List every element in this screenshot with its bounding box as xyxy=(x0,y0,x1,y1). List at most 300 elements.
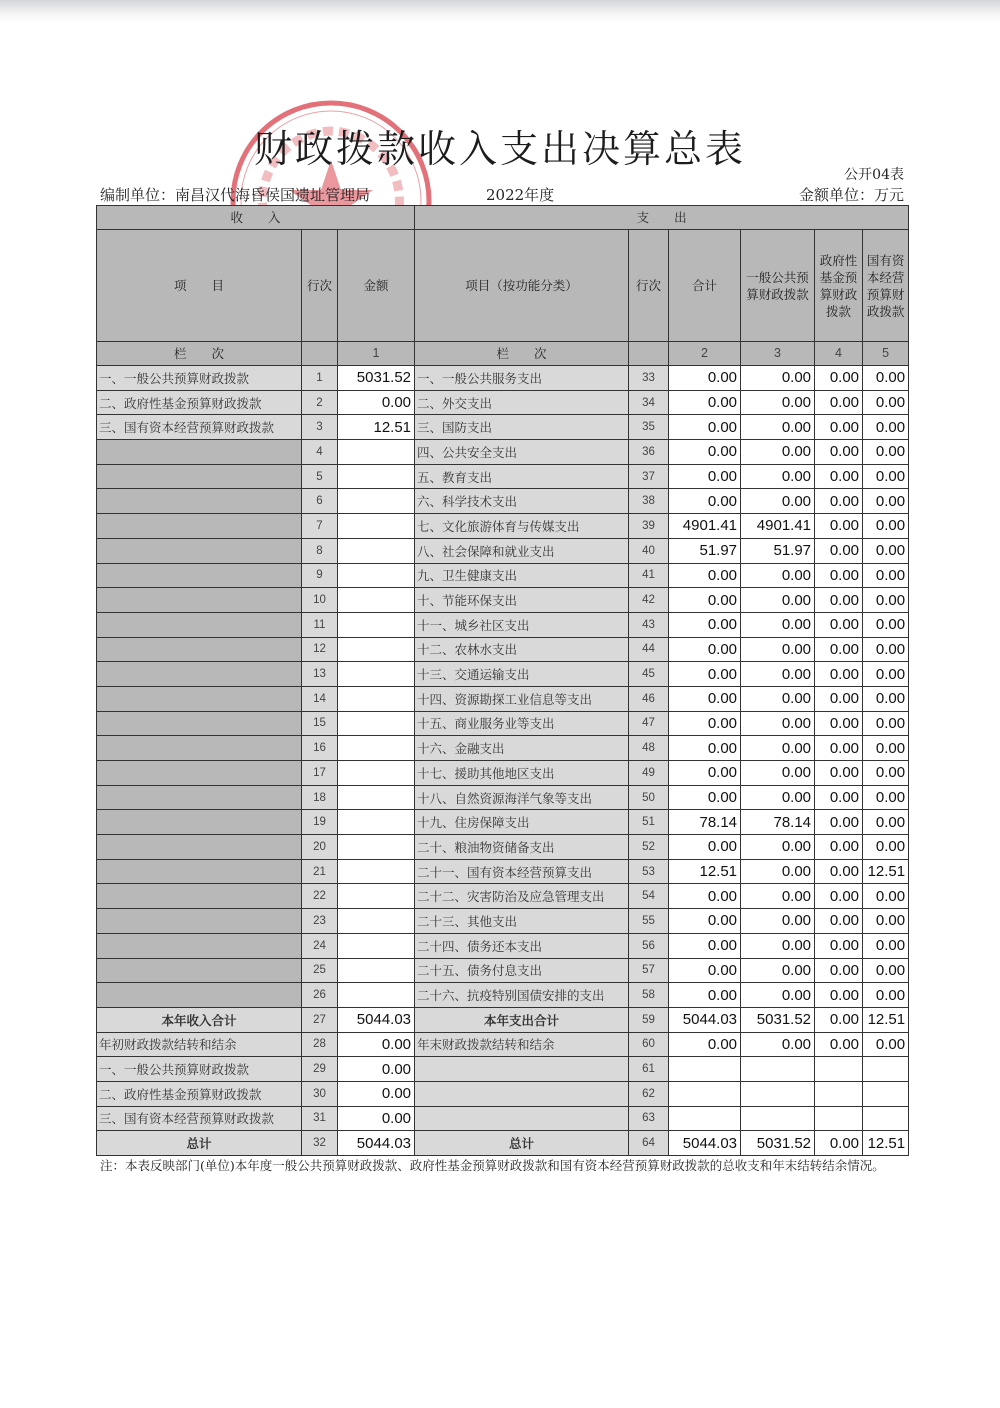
expense-item xyxy=(415,1081,629,1106)
income-amount: 5031.52 xyxy=(338,366,415,391)
expense-general: 0.00 xyxy=(741,464,815,489)
col-number-blank-2 xyxy=(629,342,669,366)
table-row xyxy=(97,1032,909,1057)
income-line-no: 18 xyxy=(302,785,338,810)
income-line-no: 4 xyxy=(302,440,338,465)
expense-general: 0.00 xyxy=(741,933,815,958)
table-row xyxy=(97,637,909,662)
income-amount xyxy=(338,563,415,588)
income-amount: 0.00 xyxy=(338,1081,415,1106)
income-amount xyxy=(338,884,415,909)
expense-state: 0.00 xyxy=(863,835,909,860)
expense-state: 0.00 xyxy=(863,933,909,958)
expense-general: 0.00 xyxy=(741,588,815,613)
income-item: 一、一般公共预算财政拨款 xyxy=(97,366,302,391)
expense-total xyxy=(669,1057,741,1082)
header-row-column-numbers xyxy=(97,342,909,366)
expense-total: 0.00 xyxy=(669,686,741,711)
expense-line-no: 64 xyxy=(629,1131,669,1156)
expense-fund: 0.00 xyxy=(815,686,863,711)
income-amount xyxy=(338,761,415,786)
expense-state: 12.51 xyxy=(863,1131,909,1156)
table-row xyxy=(97,440,909,465)
income-line-no: 21 xyxy=(302,859,338,884)
income-item xyxy=(97,909,302,934)
expense-line-no: 61 xyxy=(629,1057,669,1082)
expense-total: 0.00 xyxy=(669,884,741,909)
expense-line-no: 35 xyxy=(629,415,669,440)
expense-general: 4901.41 xyxy=(741,514,815,539)
col-header-general: 一般公共预算财政拨款 xyxy=(741,230,815,342)
expense-general xyxy=(741,1106,815,1131)
income-item xyxy=(97,538,302,563)
expense-line-no: 40 xyxy=(629,538,669,563)
expense-state: 0.00 xyxy=(863,440,909,465)
expense-general: 0.00 xyxy=(741,440,815,465)
expense-general xyxy=(741,1057,815,1082)
income-item: 三、国有资本经营预算财政拨款 xyxy=(97,1106,302,1131)
expense-item: 本年支出合计 xyxy=(415,1007,629,1032)
expense-total: 0.00 xyxy=(669,637,741,662)
scan-edge-shadow xyxy=(0,0,1000,22)
expense-state: 0.00 xyxy=(863,761,909,786)
col-number-1: 1 xyxy=(338,342,415,366)
col-label-expense: 栏 次 xyxy=(415,342,629,366)
expense-fund: 0.00 xyxy=(815,563,863,588)
col-number-3: 3 xyxy=(741,342,815,366)
income-amount xyxy=(338,983,415,1008)
expense-item: 十一、城乡社区支出 xyxy=(415,612,629,637)
expense-line-no: 58 xyxy=(629,983,669,1008)
expense-state: 0.00 xyxy=(863,637,909,662)
income-item xyxy=(97,440,302,465)
income-line-no: 29 xyxy=(302,1057,338,1082)
col-header-total: 合计 xyxy=(669,230,741,342)
table-row xyxy=(97,612,909,637)
expense-fund: 0.00 xyxy=(815,909,863,934)
income-item xyxy=(97,464,302,489)
expense-total: 4901.41 xyxy=(669,514,741,539)
expense-fund: 0.00 xyxy=(815,489,863,514)
col-header-line-no-2: 行次 xyxy=(629,230,669,342)
table-row xyxy=(97,859,909,884)
footnote: 注：本表反映部门(单位)本年度一般公共预算财政拨款、政府性基金预算财政拨款和国有资本经营预算财政拨款的总收支和年末结转结余情况。 xyxy=(100,1158,885,1173)
col-number-2: 2 xyxy=(669,342,741,366)
income-line-no: 25 xyxy=(302,958,338,983)
income-item xyxy=(97,859,302,884)
expense-general: 0.00 xyxy=(741,1032,815,1057)
expense-general: 78.14 xyxy=(741,810,815,835)
income-item xyxy=(97,662,302,687)
income-line-no: 11 xyxy=(302,612,338,637)
expense-total: 0.00 xyxy=(669,933,741,958)
expense-total: 0.00 xyxy=(669,958,741,983)
income-item xyxy=(97,958,302,983)
expense-total: 0.00 xyxy=(669,612,741,637)
table-row xyxy=(97,983,909,1008)
income-item xyxy=(97,785,302,810)
expense-fund: 0.00 xyxy=(815,1032,863,1057)
expense-total: 0.00 xyxy=(669,390,741,415)
expense-total: 0.00 xyxy=(669,366,741,391)
income-item xyxy=(97,514,302,539)
expense-general: 0.00 xyxy=(741,909,815,934)
table-row xyxy=(97,1131,909,1156)
expense-item: 十四、资源勘探工业信息等支出 xyxy=(415,686,629,711)
income-amount xyxy=(338,810,415,835)
income-amount: 12.51 xyxy=(338,415,415,440)
table-row xyxy=(97,810,909,835)
expense-general: 0.00 xyxy=(741,637,815,662)
col-header-amount: 金额 xyxy=(338,230,415,342)
expense-total: 0.00 xyxy=(669,563,741,588)
expense-state xyxy=(863,1057,909,1082)
income-line-no: 19 xyxy=(302,810,338,835)
col-header-fund: 政府性基金预算财政拨款 xyxy=(815,230,863,342)
finance-table xyxy=(96,205,909,1156)
income-amount xyxy=(338,538,415,563)
table-row xyxy=(97,1007,909,1032)
expense-item xyxy=(415,1057,629,1082)
income-line-no: 8 xyxy=(302,538,338,563)
expense-line-no: 33 xyxy=(629,366,669,391)
expense-line-no: 34 xyxy=(629,390,669,415)
income-item xyxy=(97,612,302,637)
table-row xyxy=(97,390,909,415)
income-line-no: 10 xyxy=(302,588,338,613)
income-line-no: 6 xyxy=(302,489,338,514)
expense-state: 0.00 xyxy=(863,366,909,391)
expense-general: 0.00 xyxy=(741,612,815,637)
expense-total: 12.51 xyxy=(669,859,741,884)
expense-state: 0.00 xyxy=(863,415,909,440)
expense-state: 0.00 xyxy=(863,612,909,637)
expense-line-no: 55 xyxy=(629,909,669,934)
expense-line-no: 52 xyxy=(629,835,669,860)
income-item: 二、政府性基金预算财政拨款 xyxy=(97,1081,302,1106)
expense-item: 十七、援助其他地区支出 xyxy=(415,761,629,786)
expense-item: 六、科学技术支出 xyxy=(415,489,629,514)
income-amount xyxy=(338,588,415,613)
expense-state: 0.00 xyxy=(863,686,909,711)
income-line-no: 5 xyxy=(302,464,338,489)
table-row xyxy=(97,1057,909,1082)
table-row xyxy=(97,909,909,934)
expense-state xyxy=(863,1106,909,1131)
expense-fund: 0.00 xyxy=(815,464,863,489)
expense-item: 八、社会保障和就业支出 xyxy=(415,538,629,563)
expense-state: 0.00 xyxy=(863,958,909,983)
expense-general: 0.00 xyxy=(741,711,815,736)
expense-total: 0.00 xyxy=(669,489,741,514)
expense-total: 0.00 xyxy=(669,440,741,465)
fiscal-year: 2022年度 xyxy=(486,186,555,204)
income-amount xyxy=(338,958,415,983)
income-line-no: 17 xyxy=(302,761,338,786)
expense-fund: 0.00 xyxy=(815,884,863,909)
expense-state: 0.00 xyxy=(863,514,909,539)
expense-item xyxy=(415,1106,629,1131)
expense-total: 0.00 xyxy=(669,909,741,934)
table-row xyxy=(97,884,909,909)
income-amount xyxy=(338,736,415,761)
income-item xyxy=(97,736,302,761)
expense-item: 年末财政拨款结转和结余 xyxy=(415,1032,629,1057)
expense-general xyxy=(741,1081,815,1106)
expense-item: 四、公共安全支出 xyxy=(415,440,629,465)
expense-fund: 0.00 xyxy=(815,1131,863,1156)
expense-fund: 0.00 xyxy=(815,785,863,810)
expense-total: 5044.03 xyxy=(669,1007,741,1032)
expense-fund: 0.00 xyxy=(815,983,863,1008)
income-amount: 0.00 xyxy=(338,390,415,415)
income-amount xyxy=(338,711,415,736)
income-line-no: 30 xyxy=(302,1081,338,1106)
table-row xyxy=(97,464,909,489)
expense-fund: 0.00 xyxy=(815,958,863,983)
expense-item: 二十一、国有资本经营预算支出 xyxy=(415,859,629,884)
col-header-line-no: 行次 xyxy=(302,230,338,342)
income-line-no: 12 xyxy=(302,637,338,662)
expense-line-no: 36 xyxy=(629,440,669,465)
col-number-4: 4 xyxy=(815,342,863,366)
expense-line-no: 42 xyxy=(629,588,669,613)
expense-item: 十三、交通运输支出 xyxy=(415,662,629,687)
income-amount: 5044.03 xyxy=(338,1007,415,1032)
expense-general: 0.00 xyxy=(741,859,815,884)
income-item xyxy=(97,761,302,786)
table-row xyxy=(97,835,909,860)
amount-unit: 金额单位：万元 xyxy=(798,186,904,204)
expense-item: 二十二、灾害防治及应急管理支出 xyxy=(415,884,629,909)
expense-general: 0.00 xyxy=(741,489,815,514)
expense-line-no: 63 xyxy=(629,1106,669,1131)
income-amount xyxy=(338,464,415,489)
expense-fund: 0.00 xyxy=(815,440,863,465)
income-line-no: 28 xyxy=(302,1032,338,1057)
income-item: 二、政府性基金预算财政拨款 xyxy=(97,390,302,415)
expense-state: 0.00 xyxy=(863,563,909,588)
expense-general: 0.00 xyxy=(741,563,815,588)
expense-fund: 0.00 xyxy=(815,933,863,958)
income-line-no: 22 xyxy=(302,884,338,909)
income-item: 年初财政拨款结转和结余 xyxy=(97,1032,302,1057)
expense-line-no: 54 xyxy=(629,884,669,909)
expense-line-no: 59 xyxy=(629,1007,669,1032)
expense-line-no: 45 xyxy=(629,662,669,687)
income-line-no: 1 xyxy=(302,366,338,391)
income-line-no: 16 xyxy=(302,736,338,761)
table-row xyxy=(97,514,909,539)
expense-item: 十二、农林水支出 xyxy=(415,637,629,662)
expense-line-no: 39 xyxy=(629,514,669,539)
col-header-func-item: 项目（按功能分类） xyxy=(415,230,629,342)
income-amount xyxy=(338,440,415,465)
income-amount: 0.00 xyxy=(338,1057,415,1082)
expense-line-no: 44 xyxy=(629,637,669,662)
expense-general: 0.00 xyxy=(741,366,815,391)
expense-section-header: 支 出 xyxy=(415,206,909,230)
income-line-no: 23 xyxy=(302,909,338,934)
income-item xyxy=(97,933,302,958)
income-amount xyxy=(338,933,415,958)
income-amount: 0.00 xyxy=(338,1032,415,1057)
expense-item: 十八、自然资源海洋气象等支出 xyxy=(415,785,629,810)
expense-item: 七、文化旅游体育与传媒支出 xyxy=(415,514,629,539)
expense-total xyxy=(669,1081,741,1106)
page-title: 财政拨款收入支出决算总表 xyxy=(253,127,746,171)
table-row xyxy=(97,366,909,391)
expense-state: 0.00 xyxy=(863,489,909,514)
table-row xyxy=(97,686,909,711)
col-number-5: 5 xyxy=(863,342,909,366)
expense-state: 0.00 xyxy=(863,909,909,934)
expense-line-no: 46 xyxy=(629,686,669,711)
income-item xyxy=(97,884,302,909)
income-amount xyxy=(338,835,415,860)
expense-item: 一、一般公共服务支出 xyxy=(415,366,629,391)
income-item: 三、国有资本经营预算财政拨款 xyxy=(97,415,302,440)
income-line-no: 31 xyxy=(302,1106,338,1131)
income-line-no: 20 xyxy=(302,835,338,860)
expense-line-no: 37 xyxy=(629,464,669,489)
expense-general: 0.00 xyxy=(741,983,815,1008)
income-amount xyxy=(338,637,415,662)
expense-fund: 0.00 xyxy=(815,612,863,637)
expense-general: 0.00 xyxy=(741,390,815,415)
income-item xyxy=(97,686,302,711)
expense-fund: 0.00 xyxy=(815,761,863,786)
compiling-unit: 编制单位：南昌汉代海昏侯国遗址管理局 xyxy=(100,186,371,204)
income-section-header: 收 入 xyxy=(97,206,415,230)
table-row xyxy=(97,958,909,983)
expense-state: 0.00 xyxy=(863,538,909,563)
expense-line-no: 51 xyxy=(629,810,669,835)
expense-item: 十五、商业服务业等支出 xyxy=(415,711,629,736)
income-amount xyxy=(338,612,415,637)
income-line-no: 24 xyxy=(302,933,338,958)
expense-item: 二十六、抗疫特别国债安排的支出 xyxy=(415,983,629,1008)
table-row xyxy=(97,736,909,761)
expense-fund: 0.00 xyxy=(815,736,863,761)
table-row xyxy=(97,563,909,588)
income-line-no: 14 xyxy=(302,686,338,711)
expense-line-no: 41 xyxy=(629,563,669,588)
col-header-item: 项 目 xyxy=(97,230,302,342)
expense-item: 九、卫生健康支出 xyxy=(415,563,629,588)
expense-fund: 0.00 xyxy=(815,588,863,613)
expense-line-no: 50 xyxy=(629,785,669,810)
income-item xyxy=(97,637,302,662)
expense-item: 总计 xyxy=(415,1131,629,1156)
income-line-no: 32 xyxy=(302,1131,338,1156)
income-amount xyxy=(338,785,415,810)
expense-state: 0.00 xyxy=(863,588,909,613)
income-amount: 5044.03 xyxy=(338,1131,415,1156)
table-row xyxy=(97,1106,909,1131)
income-item xyxy=(97,563,302,588)
table-body xyxy=(97,206,909,1156)
expense-general: 0.00 xyxy=(741,662,815,687)
expense-state: 0.00 xyxy=(863,983,909,1008)
expense-state: 0.00 xyxy=(863,810,909,835)
income-item xyxy=(97,835,302,860)
expense-line-no: 49 xyxy=(629,761,669,786)
expense-fund: 0.00 xyxy=(815,366,863,391)
income-line-no: 27 xyxy=(302,1007,338,1032)
income-item xyxy=(97,489,302,514)
income-item xyxy=(97,983,302,1008)
expense-fund xyxy=(815,1057,863,1082)
expense-line-no: 47 xyxy=(629,711,669,736)
income-item: 本年收入合计 xyxy=(97,1007,302,1032)
expense-state: 0.00 xyxy=(863,1032,909,1057)
income-amount xyxy=(338,489,415,514)
table-row xyxy=(97,933,909,958)
expense-item: 三、国防支出 xyxy=(415,415,629,440)
expense-fund: 0.00 xyxy=(815,711,863,736)
expense-general: 51.97 xyxy=(741,538,815,563)
expense-general: 0.00 xyxy=(741,884,815,909)
expense-state: 0.00 xyxy=(863,464,909,489)
income-item xyxy=(97,711,302,736)
expense-item: 二十四、债务还本支出 xyxy=(415,933,629,958)
expense-fund: 0.00 xyxy=(815,538,863,563)
expense-general: 0.00 xyxy=(741,686,815,711)
expense-line-no: 56 xyxy=(629,933,669,958)
expense-total: 0.00 xyxy=(669,1032,741,1057)
expense-state: 0.00 xyxy=(863,390,909,415)
expense-fund: 0.00 xyxy=(815,390,863,415)
expense-fund: 0.00 xyxy=(815,415,863,440)
income-amount: 0.00 xyxy=(338,1106,415,1131)
expense-total: 51.97 xyxy=(669,538,741,563)
expense-total: 0.00 xyxy=(669,983,741,1008)
expense-fund: 0.00 xyxy=(815,1007,863,1032)
expense-item: 二十、粮油物资储备支出 xyxy=(415,835,629,860)
income-amount xyxy=(338,859,415,884)
table-row xyxy=(97,761,909,786)
expense-state: 0.00 xyxy=(863,736,909,761)
expense-line-no: 43 xyxy=(629,612,669,637)
expense-fund: 0.00 xyxy=(815,637,863,662)
table-row xyxy=(97,1081,909,1106)
expense-general: 0.00 xyxy=(741,958,815,983)
income-item xyxy=(97,588,302,613)
expense-general: 5031.52 xyxy=(741,1007,815,1032)
expense-general: 5031.52 xyxy=(741,1131,815,1156)
income-item: 总计 xyxy=(97,1131,302,1156)
expense-fund xyxy=(815,1106,863,1131)
expense-state: 0.00 xyxy=(863,711,909,736)
table-row xyxy=(97,785,909,810)
expense-total xyxy=(669,1106,741,1131)
expense-line-no: 38 xyxy=(629,489,669,514)
table-row xyxy=(97,489,909,514)
expense-item: 十、节能环保支出 xyxy=(415,588,629,613)
income-amount xyxy=(338,662,415,687)
expense-fund: 0.00 xyxy=(815,810,863,835)
expense-state: 12.51 xyxy=(863,1007,909,1032)
expense-item: 十九、住房保障支出 xyxy=(415,810,629,835)
expense-total: 0.00 xyxy=(669,761,741,786)
expense-fund: 0.00 xyxy=(815,835,863,860)
expense-general: 0.00 xyxy=(741,415,815,440)
form-code: 公开04表 xyxy=(844,167,904,183)
expense-item: 二十五、债务付息支出 xyxy=(415,958,629,983)
income-amount xyxy=(338,909,415,934)
expense-total: 0.00 xyxy=(669,785,741,810)
